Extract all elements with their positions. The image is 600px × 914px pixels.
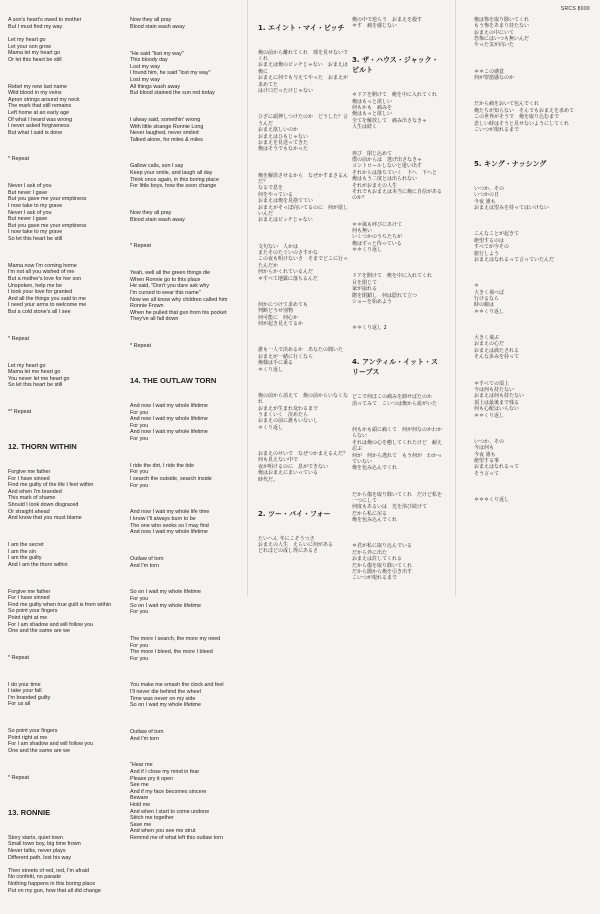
repeat-marker: * Repeat xyxy=(8,774,29,781)
verse: ひざに頭押しつけたのか どうした？言うんだ おまえ欲しいのか おまえはひもじゃない おまえを見送ってきた 俺はそうでもなかった xyxy=(258,114,349,153)
fold-line-right xyxy=(455,0,456,596)
verse: Outlaw of torn And I'm torn xyxy=(130,729,164,742)
verse: いつか、その 今は何も 今夜 誰も 絶望する事 おまえはなれるって そう言って xyxy=(474,438,520,477)
repeat-marker: * Repeat xyxy=(8,654,29,661)
verse: So on I wait my whole lifetime For you So on I wait my whole lifetime For you xyxy=(130,589,202,616)
repeat-marker: * Repeat xyxy=(8,335,29,342)
verse: "Hear me And if I close my mind in fear Please pry it open See me And if my face becomes sincere Beware Hold me And when I start to come undone Stitch me together Save me And when you see me strut Remind me of what left this outlaw torn xyxy=(130,762,223,841)
verse: And now I wait my whole life time I know I'll always burn to be The one who seeks so I may find And now I wait my whole lifetime xyxy=(130,509,210,536)
verse: 俺の前から離れてくれ 邪を見せないでくれ おまえは俺のビッチじゃない おまえは俺に おまえに何でも与えてやった おまえが求めてた はけ口だったけじゃない xyxy=(258,49,349,95)
lyrics-column-2 xyxy=(130,4,240,862)
song-title-outlaw-torn: 14. THE OUTLAW TORN xyxy=(130,375,217,385)
verse: 俺の前から消えて 俺の前からいなくなれ おまえが生まれ変わるまで うまくいく 決めたら おまえの前に誰もいないし ＊くり返し xyxy=(258,392,349,431)
verse: ＊ドアを開けて 俺を中に入れてくれ 俺はもっと欲しい 何もかも 痛みを 俺はもっと欲しい 全てを解放して 痛み出さなきゃ 人生は続く xyxy=(352,92,437,131)
song-title-until-it-sleeps: 4. アンティル・イット・スリープス xyxy=(352,358,438,377)
verse: たいへん 冬にこそうつさ おまえの人生 えらいに何がある どれほどの成し得にあるさ xyxy=(258,535,334,555)
verse: Outlaw of torn And I'm torn xyxy=(130,555,164,569)
verse: おまえのせいで なぜつかまえるんだ？ 何も見えない中で 夜が明けるのに 息ができない 俺はおまえにまいっている 時代だ。 xyxy=(258,450,349,483)
verse: Rebel my new last name Wild blood in my veins Apron strings around my neck The mark that still remains Left home at an early age Of what I heard was wrong I never asked forgiveness But what I said is done xyxy=(8,83,80,136)
verse: Gallow calls, son I say Keep your smile, and laugh all day Think once again, in this boring place For little boys, how the soon change xyxy=(130,163,220,190)
verse: You make me smash the clock and feel I'll never die behind the wheel Time was never on my side So on I wait my whole lifetime xyxy=(130,682,224,709)
verse: Story starts, quiet town Small town boy, big time frown Never talks, never plays Different path, lost his way Then streets of red, red, I'm afraid No confetti, no parade Nothing happens in this boring place Put on my gun, how that all did change xyxy=(8,834,101,894)
verse: Never I ask of you But never I gave But you gave me your emptiness I now take to my grave Never I ask of you But never I gave But you gave me your emptiness I now take to my grave So let this heart be still xyxy=(8,183,87,242)
verse: ドアを開けて 俺を中に入れてくれ 目を閉じて 家が崩れる 階を閉鎖し 何は隠れて立つ ショーを始めよう xyxy=(352,273,432,306)
verse: Now they all pray Blood stain wash away xyxy=(130,210,185,223)
verse: Yeah, well all the green things die When Ronnie go to this place He said, "Don't you dare ask why I'm cursed to wear this name" Now we all know why children called him Ronnie Frown When he pulled that gun from his pocket They've all fall down xyxy=(130,270,228,323)
verse: どこで何ほこの痛みを卸せばたのか 消ってみて こいつは俺から血がいた xyxy=(352,394,438,407)
verse: 大きく飛ぶ おまえの心だ おまえは満たされる そんな歩みを持って xyxy=(474,335,520,361)
verse: こんなことが起きて 絶望するのは すべてが今その 旅行しよう おまえはなれるって言っていたんだ xyxy=(474,231,555,263)
verse: いつか、その いつかの日 今夜 誰も おまえは望みを持ってはいけない xyxy=(474,185,550,212)
repeat-marker: * Repeat xyxy=(8,156,29,163)
song-title-king-nothing: 5. キング・ナッシング xyxy=(474,160,547,169)
verse: Now they all pray Blood stain wash away xyxy=(130,17,185,30)
verse: 俺を解放させるから なぜかすまさるんだ？ なるで息を 何をやっている おまえは俺を見捨ててい おまえがそっぽ向いてるのに 何が欲しいんだ おまえはビッチじゃない xyxy=(258,172,349,224)
verse: The more I search, the more my need For you The more I bleed, the more I bleed For you xyxy=(130,635,221,662)
repeat-marker: ＊＊＊くり返し xyxy=(474,497,510,503)
lyrics-column-5 xyxy=(474,4,592,523)
verse: Mama now I'm coming home I'm not all you wished of me But a mother's love for her son Unspoken, help me be I took your love for granted And all the things you said to me I need your arms to welcome me But a cold stone's all I see xyxy=(8,262,87,315)
verse: だから傷を取り除いてくれ だけど私を一つにして 何度もあるいは 光を浴び続けて だから私に戻る 俺を包み込んでくれ xyxy=(352,491,443,524)
verse: I ride the dirt, I ride the tide For you I search the outside, search inside For you xyxy=(130,462,212,489)
verse: Forgive me father For I have sinned Find me guilty when true guilt is from within So point your fingers Point right at me For I am shadow and will follow you One and the same are we xyxy=(8,588,112,635)
verse: I alway said, somethin' wrong With little strange Ronnie Long Never laughed, never smiled Talked alone, for miles & miles xyxy=(130,116,204,143)
verse: Let my heart go Mama let me heart go You never let me heart go So let this heart be still xyxy=(8,362,70,389)
verse: So point your fingers Point right at me For I am shadow and will follow you One and the same are we xyxy=(8,728,94,754)
verse: 文句ない 人かは またそのたぐいのさすかな この夜も明けないさ そまでどこに行ったんだか 何からかくれているんだ ＊すべて地獄に落ちるんだ xyxy=(258,243,349,282)
verse: だから痛をおいて包んでくれ 俺たちが知らない そんでもおまえを求めて この世界がそうで 俺を取り込むまで 悲しい時はそうと見せないようにしてくれ こいつが現れるまで xyxy=(474,101,575,133)
verse: Forgive me father For I have sinned Find me guilty of the life I feel within And when I'm branded This mark of shame Should I look down disgraced Or straight ahead And know that you must blame xyxy=(8,469,94,522)
verse: 誰も一人で決めるか あなたの聞いた おまえが一緒に行くなら 俺様は手に乗る ＊くり返し xyxy=(258,347,344,373)
fold-line-left xyxy=(247,0,248,596)
verse: ＊ 大きく飛べば 行けるなら 時の鏡は ＊＊くり返し xyxy=(474,283,505,315)
verse: 何かにつけて求めても 判断どうせ別物 何可能に 何心か 何が起き見えてるか xyxy=(258,301,308,328)
verse: And now I wait my whole lifetime For you And now I wait my whole lifetime For you And now I wait my whole lifetime For you xyxy=(130,403,208,443)
song-title-aint-my-bitch: 1. エイント・マイ・ビッチ xyxy=(258,23,345,32)
lyrics-column-1 xyxy=(8,4,126,914)
repeat-marker: ＊＊くり返し 2 xyxy=(352,325,387,332)
verse: "He said "lost my way" This bloody day Lost my way I found him, he said "lost my way" Lost my way All things wash away But blood stained the sun red today xyxy=(130,50,215,97)
verse: ＊＊この感覚 何が罪悪感なのか xyxy=(474,68,515,82)
verse: 再び 閉じ込めて 僕の前からは 逃げ出さなきゃ コントロールしないと迷い出す それからは落ちていく 下へ 下へと 俺はもう二度とは出られない それがおまえの人生 それでもおまえは本当に俺に自信があるのか？ xyxy=(352,150,443,202)
verse: I do your time I take your fall I'm branded guilty For us all xyxy=(8,681,51,708)
catalog-number: SRCS 8000 xyxy=(560,6,590,12)
song-title-house-jack-built: 3. ザ・ハウス・ジャック・ビルト xyxy=(352,56,439,75)
verse: ＊君が私に取り込んでいる だから外に出た おまえは許してくれる だから傷を取り除いてくれ だから闇から俺を引き出す こいつが現れるまで xyxy=(352,543,413,582)
verse: ＊＊風も呼びにあけて 何も無い いくつかのうちたちが 俺はずっと待っている ＊＊くり返し xyxy=(352,221,403,254)
repeat-marker: ** Repeat xyxy=(8,409,32,416)
song-title-2x4: 2. ツー・バイ・フォー xyxy=(258,509,331,518)
verse: 俺は怖を取り除いてくれ もう怖をあまり持たない おまえの中にいて 恐怖にはいつも無いんだ やった気が向いた xyxy=(474,16,530,49)
verse: 何もかも頭に痛くて 何が何なのかわからない それは俺の心を癒してくれたけど 耐え忍ぶ 何が 何から逃れて もう何が わかっていない 俺を包み込んでくれ xyxy=(352,426,443,472)
verse: 俺の中で逆らう おまえを殺す ＊す 痛を感じない xyxy=(352,16,423,30)
lyrics-column-3 xyxy=(258,4,350,575)
verse: I am the secret I am the sin I am the guilty And I am the thorn within xyxy=(8,541,68,568)
song-title-ronnie: 13. RONNIE xyxy=(8,807,51,817)
lyrics-column-4 xyxy=(352,4,444,602)
repeat-marker: * Repeat xyxy=(130,243,151,250)
verse: ＊すべての頂上 今は何も持たない おまえは何も持たない 頂上は最後まで残る 何も心配はいらない ＊＊くり返し xyxy=(474,380,525,419)
song-title-thorn-within: 12. THORN WITHIN xyxy=(8,441,77,451)
verse: A son's heart's owed to mother But I must find my way Let my heart go Let your son grow Mama let my heart go Or let this heart be still xyxy=(8,17,82,63)
repeat-marker: * Repeat xyxy=(130,343,151,350)
